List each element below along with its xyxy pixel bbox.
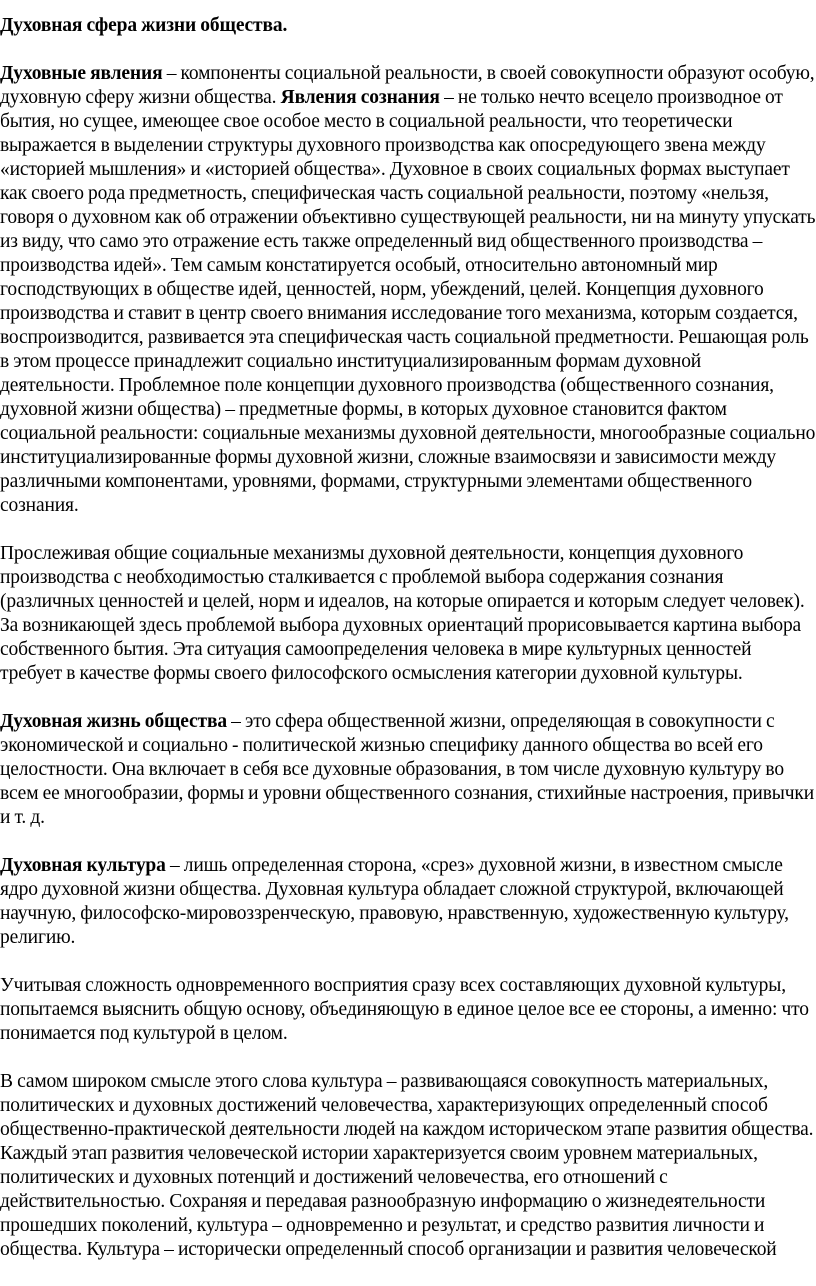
document-page (0, 14, 816, 1286)
term-spiritual-phenomena: Духовные явления (0, 63, 163, 84)
paragraph-social-mechanisms: Прослеживая общие социальные механизмы духовной деятельности, концепция духовного производства с необходимостью сталкивается с проблемой выбора содержания сознания (различных ценностей и целей, норм и идеалов, на которые опирается и которым следует человек). За возникающей здесь проблемой выбора духовных ориентаций прорисовывается картина выбора собственного бытия. Эта ситуация самоопределения человека в мире культурных ценностей требует в качестве формы своего философского осмысления категории духовной культуры. (0, 543, 805, 684)
term-consciousness-phenomena: Явления сознания (280, 87, 440, 108)
title-text: Духовная сфера жизни общества. (0, 15, 288, 36)
paragraph-culture-basis: Учитывая сложность одновременного восприятия сразу всех составляющих духовной культуры, попытаемся выяснить общую основу, объединяющую в единое целое все ее стороны, а именно: что понимается под культурой в целом. (0, 975, 809, 1044)
paragraph-spiritual-life (0, 710, 816, 830)
paragraph-text: – компоненты социальной реальности, в своей совокупности образуют особую, духовную сферу жизни общества. (0, 63, 815, 108)
paragraph-text: – это сфера общественной жизни, определяющая в совокупности с экономической и социально - политической жизнью специфику данного общества во всей его целостности. Она включает в себя все духовные образования, в том числе духовную культуру во всем ее многообразии, формы и уровни общественного сознания, стихийные настроения, привычки и т. д. (0, 711, 814, 828)
page-title (0, 14, 816, 38)
term-spiritual-life: Духовная жизнь общества (0, 711, 227, 732)
paragraph-spiritual-phenomena (0, 62, 816, 518)
paragraph-text: – не только нечто всецело производное от бытия, но сущее, имеющее свое особое место в социальной реальности, что теоретически выражается в выделении структуры духовного производства как опосредующего звена между «историей мышления» и «историей общества». Духовное в своих социальных формах выступает как своего рода предметность, специфическая часть социальной реальности, поэтому «нельзя, говоря о духовном как об отражении объективно существующей реальности, ни на минуту упускать из виду, что само это отражение есть также определенный вид общественного производства – производства идей». Тем самым констатируется особый, относительно автономный мир господствующих в обществе идей, ценностей, норм, убеждений, целей. Концепция духовного производства и ставит в центр своего внимания исследование того механизма, которым создается, воспроизводится, развивается эта специфическая часть социальной предметности. Решающая роль в этом процессе принадлежит социально институциализированным формам духовной деятельности. Проблемное поле концепции духовного производства (общественного сознания, духовной жизни общества) – предметные формы, в которых духовное становится фактом социальной реальности: социальные механизмы духовной деятельности, многообразные социально институциализированные формы духовной жизни, сложные взаимосвязи и зависимости между различными компонентами, уровнями, формами, структурными элементами общественного сознания. (0, 87, 816, 516)
paragraph-culture-definition: В самом широком смысле этого слова культура – развивающаяся совокупность материальных, политических и духовных достижений человечества, характеризующих определенный способ общественно-практической деятельности людей на каждом историческом этапе развития общества. Каждый этап развития человеческой истории характеризуется своим уровнем материальных, политических и духовных потенций и достижений человечества, его отношений с действительностью. Сохраняя и передавая разнообразную информацию о жизнедеятельности прошедших поколений, культура – одновременно и результат, и средство развития личности и общества. Культура – исторически определенный способ организации и развития человеческой (0, 1071, 814, 1260)
paragraph-spiritual-culture (0, 854, 816, 950)
paragraph-text: – лишь определенная сторона, «срез» духовной жизни, в известном смысле ядро духовной жизни общества. Духовная культура обладает сложной структурой, включающей научную, философско-мировоззренческую, правовую, нравственную, художественную культуру, религию. (0, 855, 789, 948)
term-spiritual-culture: Духовная культура (0, 855, 166, 876)
